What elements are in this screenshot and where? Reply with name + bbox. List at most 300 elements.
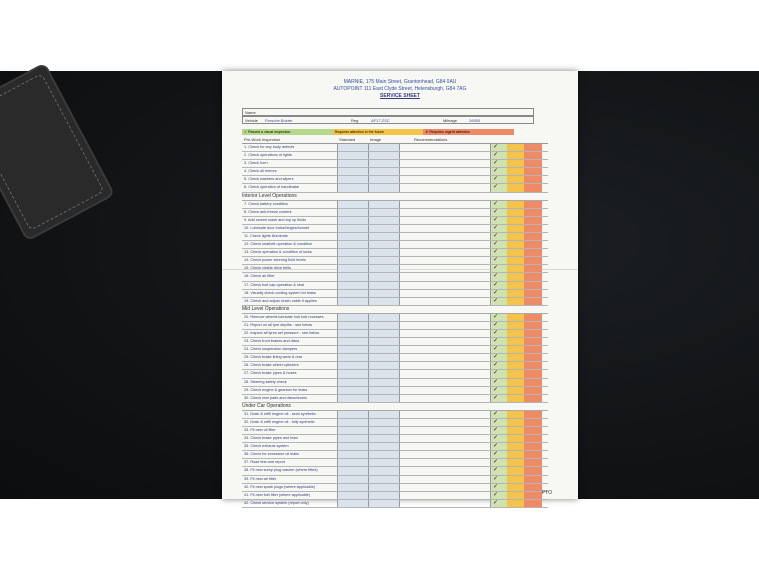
check-mark-icon: ✓ [493,208,499,215]
table-row [242,184,548,192]
row-cell [524,451,542,458]
row-cell [524,233,542,240]
row-cell [507,265,524,272]
row-cell [524,427,542,434]
check-mark-icon: ✓ [493,265,499,272]
row-label: 9. Add screen wash and top up fluids [244,217,307,222]
row-cell [507,201,524,208]
row-cell [524,290,542,297]
row-cell [337,395,369,402]
table-row [242,379,548,387]
check-mark-icon: ✓ [493,386,499,393]
row-cell [524,168,542,175]
row-cell [337,338,369,345]
row-cell [399,427,473,434]
row-cell [368,265,400,272]
row-cell [507,427,524,434]
header-line1: MARNIE, 175 Main Street, Grantonhead, G84 0AU [343,79,457,85]
row-cell [524,395,542,402]
check-mark-icon: ✓ [493,475,499,482]
pto-label: PTO [541,490,552,496]
row-cell [507,476,524,483]
table-row [242,411,548,419]
row-cell [337,451,369,458]
inspection-table [242,135,548,508]
mileage-label: Mileage [443,118,458,123]
row-cell [524,338,542,345]
section-heading: Under Car Operations [242,403,548,411]
table-row [242,152,548,160]
row-cell [524,144,542,151]
row-cell [368,225,400,232]
row-label: 39. Fit new air filter [244,476,277,481]
check-mark-icon: ✓ [493,378,499,385]
row-cell [337,273,369,280]
table-row [242,217,548,225]
row-cell [399,184,473,191]
row-cell [337,492,369,499]
check-mark-icon: ✓ [493,435,499,442]
row-cell [368,354,400,361]
row-cell [524,419,542,426]
row-cell [368,411,400,418]
row-cell [368,273,400,280]
row-cell [399,435,473,442]
check-mark-icon: ✓ [493,289,499,296]
row-cell [368,290,400,297]
row-cell [524,265,542,272]
row-cell [399,225,473,232]
row-label: 24. Check suspension dampers [244,347,298,352]
check-mark-icon: ✓ [493,443,499,450]
row-cell [507,338,524,345]
row-label: 40. Fit new spark plugs (where applicable) [244,484,316,489]
legend-amber: Requires attention in the future [333,129,424,135]
row-cell [399,249,473,256]
row-cell [524,379,542,386]
row-label: 18. Visually check cooling system for leaks [244,290,316,295]
row-cell [399,459,473,466]
row-cell [507,160,524,167]
row-cell [399,290,473,297]
row-label: 37. Road test and report [244,460,285,465]
row-cell [337,314,369,321]
name-label: Name [245,110,256,115]
row-cell [507,411,524,418]
check-mark-icon: ✓ [493,338,499,345]
row-cell [507,484,524,491]
row-cell [337,257,369,264]
row-label: 29. Check engine & gearbox for leaks [244,387,308,392]
row-cell [337,370,369,377]
row-cell [337,152,369,159]
row-cell [507,467,524,474]
row-cell [399,282,473,289]
row-cell [337,484,369,491]
row-label: 31. Drain & refill engine oil - semi synthetic [244,411,316,416]
table-row [242,265,548,273]
check-mark-icon: ✓ [493,241,499,248]
check-mark-icon: ✓ [493,329,499,336]
table-row [242,484,548,492]
row-cell [524,362,542,369]
row-cell [524,370,542,377]
col-standard: Standard [339,137,356,142]
row-cell [337,362,369,369]
row-cell [507,451,524,458]
table-row [242,233,548,241]
check-mark-icon: ✓ [493,257,499,264]
vehicle-details [242,108,534,126]
row-cell [368,176,400,183]
row-cell [524,387,542,394]
row-cell [524,314,542,321]
check-mark-icon: ✓ [493,483,499,490]
row-cell [337,500,369,507]
check-mark-icon: ✓ [493,313,499,320]
row-cell [507,176,524,183]
vehicle-row [242,116,534,124]
row-cell [507,492,524,499]
row-cell [399,217,473,224]
row-cell [507,362,524,369]
row-cell [337,209,369,216]
vehicle-label: Vehicle [245,118,258,123]
table-row [242,370,548,378]
row-label: 27. Check brake pipes & hoses [244,371,297,376]
check-mark-icon: ✓ [493,459,499,466]
row-cell [524,225,542,232]
row-cell [368,282,400,289]
reg-label: Reg [351,118,359,123]
row-cell [337,144,369,151]
photo [0,71,759,506]
row-cell [337,443,369,450]
check-mark-icon: ✓ [493,281,499,288]
row-cell [337,427,369,434]
row-cell [368,443,400,450]
row-cell [524,484,542,491]
check-mark-icon: ✓ [493,362,499,369]
check-mark-icon: ✓ [493,321,499,328]
check-mark-icon: ✓ [493,144,499,150]
row-cell [399,273,473,280]
row-cell [399,322,473,329]
check-mark-icon: ✓ [493,451,499,458]
row-cell [337,354,369,361]
col-section: Pre-Work Inspection [244,137,281,142]
row-cell [337,435,369,442]
row-cell [507,290,524,297]
row-cell [399,467,473,474]
row-cell [368,314,400,321]
row-cell [368,249,400,256]
section-heading: Interior Level Operations [242,193,548,201]
row-label: 35. Check exhaust system [244,444,289,449]
table-row [242,467,548,475]
row-label: 21. Report on all tyre depths - see below [244,322,313,327]
table-row [242,330,548,338]
row-cell [368,338,400,345]
row-cell [399,201,473,208]
row-cell [399,354,473,361]
row-cell [399,330,473,337]
check-mark-icon: ✓ [493,346,499,353]
row-cell [507,209,524,216]
row-cell [368,201,400,208]
check-mark-icon: ✓ [493,184,499,191]
check-mark-icon: ✓ [493,200,499,207]
row-cell [337,330,369,337]
row-label: 12. Check seatbelt operation & condition [244,242,313,247]
row-cell [368,362,400,369]
col-recommendations: Recommendations [414,137,448,142]
row-cell [337,225,369,232]
row-label: 16. Check air filter [244,274,275,279]
row-cell [337,379,369,386]
row-cell [399,387,473,394]
table-row [242,419,548,427]
row-cell [507,257,524,264]
row-cell [368,500,400,507]
table-row [242,476,548,484]
row-cell [368,387,400,394]
row-cell [524,209,542,216]
row-cell [507,379,524,386]
row-cell [368,467,400,474]
row-label: 13. Check operation & condition of locks [244,250,312,255]
row-cell [524,476,542,483]
row-label: 10. Lubricate door locks/hinges/bonnet [244,225,310,230]
row-cell [337,265,369,272]
row-cell [507,184,524,191]
table-row [242,273,548,281]
row-cell [399,298,473,305]
row-cell [337,322,369,329]
row-label: 3. Check horn [244,161,268,166]
row-cell [507,314,524,321]
row-cell [368,217,400,224]
row-cell [368,492,400,499]
table-row [242,387,548,395]
table-row [242,168,548,176]
row-cell [524,152,542,159]
table-row [242,492,548,500]
row-cell [524,330,542,337]
row-cell [399,152,473,159]
row-cell [368,160,400,167]
check-mark-icon: ✓ [493,410,499,417]
row-cell [399,144,473,151]
row-cell [399,168,473,175]
row-cell [368,184,400,191]
row-cell [368,476,400,483]
table-row [242,395,548,403]
row-cell [337,249,369,256]
row-cell [337,241,369,248]
row-label: 2. Check operations of lights [244,153,292,158]
check-mark-icon: ✓ [493,491,499,498]
check-mark-icon: ✓ [493,394,499,401]
check-mark-icon: ✓ [493,273,499,280]
row-cell [368,168,400,175]
row-cell [368,379,400,386]
row-label: 5. Check washers and wipers [244,177,294,182]
table-row [242,144,548,152]
row-cell [368,435,400,442]
row-cell [337,419,369,426]
row-cell [507,168,524,175]
row-cell [368,322,400,329]
row-cell [399,451,473,458]
row-cell [507,282,524,289]
row-cell [399,176,473,183]
table-row [242,257,548,265]
row-label: 20. Remove wheels lubricate hub bolt recesses [244,314,324,319]
table-row [242,160,548,168]
legend-red: ✗ Requires urgent attention [423,129,514,135]
row-cell [507,322,524,329]
row-cell [368,346,400,353]
row-cell [337,217,369,224]
row-cell [507,241,524,248]
table-row [242,241,548,249]
row-label: 6. Check operation of handbrake [244,185,300,190]
row-cell [524,257,542,264]
row-cell [507,144,524,151]
check-mark-icon: ✓ [493,499,499,506]
row-label: 41. Fit new fuel filter (where applicable) [244,492,311,497]
table-row [242,354,548,362]
row-cell [337,467,369,474]
row-cell [337,346,369,353]
row-cell [368,451,400,458]
row-cell [368,144,400,151]
row-cell [368,209,400,216]
row-cell [399,411,473,418]
row-cell [524,459,542,466]
row-cell [507,273,524,280]
row-cell [507,330,524,337]
row-cell [368,395,400,402]
row-cell [524,435,542,442]
row-label: 1. Check for any body defects [244,145,295,149]
row-label: 8. Check anti-freeze content [244,209,292,214]
row-cell [368,241,400,248]
row-cell [399,484,473,491]
row-cell [524,201,542,208]
row-cell [368,419,400,426]
table-row [242,459,548,467]
row-label: 4. Check all mirrors [244,169,277,174]
row-label: 28. Steering safety check [244,379,287,384]
check-mark-icon: ✓ [493,297,499,304]
row-cell [337,476,369,483]
row-cell [524,492,542,499]
row-cell [368,330,400,337]
table-row [242,176,548,184]
row-cell [524,282,542,289]
row-cell [507,152,524,159]
row-label: 38. Fit new sump plug washer (where fitted) [244,468,318,473]
row-cell [524,241,542,248]
check-mark-icon: ✓ [493,216,499,223]
row-cell [524,184,542,191]
header-line2: AUTOPOINT 111 East Clyde Street, Helensburgh, G84 7AG [333,86,467,92]
row-cell [337,411,369,418]
table-row [242,451,548,459]
row-cell [337,160,369,167]
row-label: 33. Fit new oil filter [244,428,276,432]
row-label: 22. Inspect all tyres set pressure - see below [244,330,320,335]
row-label: 36. Check for excessive oil leaks [244,452,300,457]
service-sheet [222,71,578,506]
check-mark-icon: ✓ [493,224,499,231]
table-row [242,314,548,322]
row-cell [507,354,524,361]
row-cell [524,217,542,224]
row-label: 42. Check service system (report only) [244,500,309,505]
check-mark-icon: ✓ [493,232,499,239]
row-cell [337,459,369,466]
row-label: 7. Check battery condition [244,201,288,206]
row-cell [399,209,473,216]
mileage-value: 26655 [469,118,481,123]
row-cell [399,160,473,167]
row-cell [337,387,369,394]
row-cell [507,419,524,426]
check-mark-icon: ✓ [493,427,499,433]
row-cell [399,346,473,353]
row-label: 15. Check visible drive belts [244,266,292,271]
check-mark-icon: ✓ [493,152,499,159]
row-cell [524,346,542,353]
row-cell [337,233,369,240]
row-cell [524,354,542,361]
row-cell [399,379,473,386]
row-cell [368,370,400,377]
table-row [242,282,548,290]
reg-value: AF17 ZSC [371,118,390,123]
row-cell [399,500,473,507]
row-label: 34. Check brake pipes and lines [244,436,299,441]
check-mark-icon: ✓ [493,168,499,175]
table-row [242,249,548,257]
col-image: Image [370,137,382,142]
row-cell [399,362,473,369]
row-cell [337,168,369,175]
check-mark-icon: ✓ [493,418,499,425]
row-label: 25. Check brake lining wear & rear [244,355,303,360]
row-cell [368,298,400,305]
row-cell [399,476,473,483]
row-cell [399,265,473,272]
row-cell [507,443,524,450]
row-label: 32. Drain & refill engine oil - fully synthetic [244,419,315,424]
row-cell [507,217,524,224]
row-cell [399,395,473,402]
check-mark-icon: ✓ [493,249,499,256]
row-cell [337,282,369,289]
row-cell [399,338,473,345]
row-cell [507,249,524,256]
row-cell [337,290,369,297]
row-cell [368,152,400,159]
row-cell [399,233,473,240]
row-cell [507,387,524,394]
row-cell [368,484,400,491]
row-cell [524,500,542,507]
